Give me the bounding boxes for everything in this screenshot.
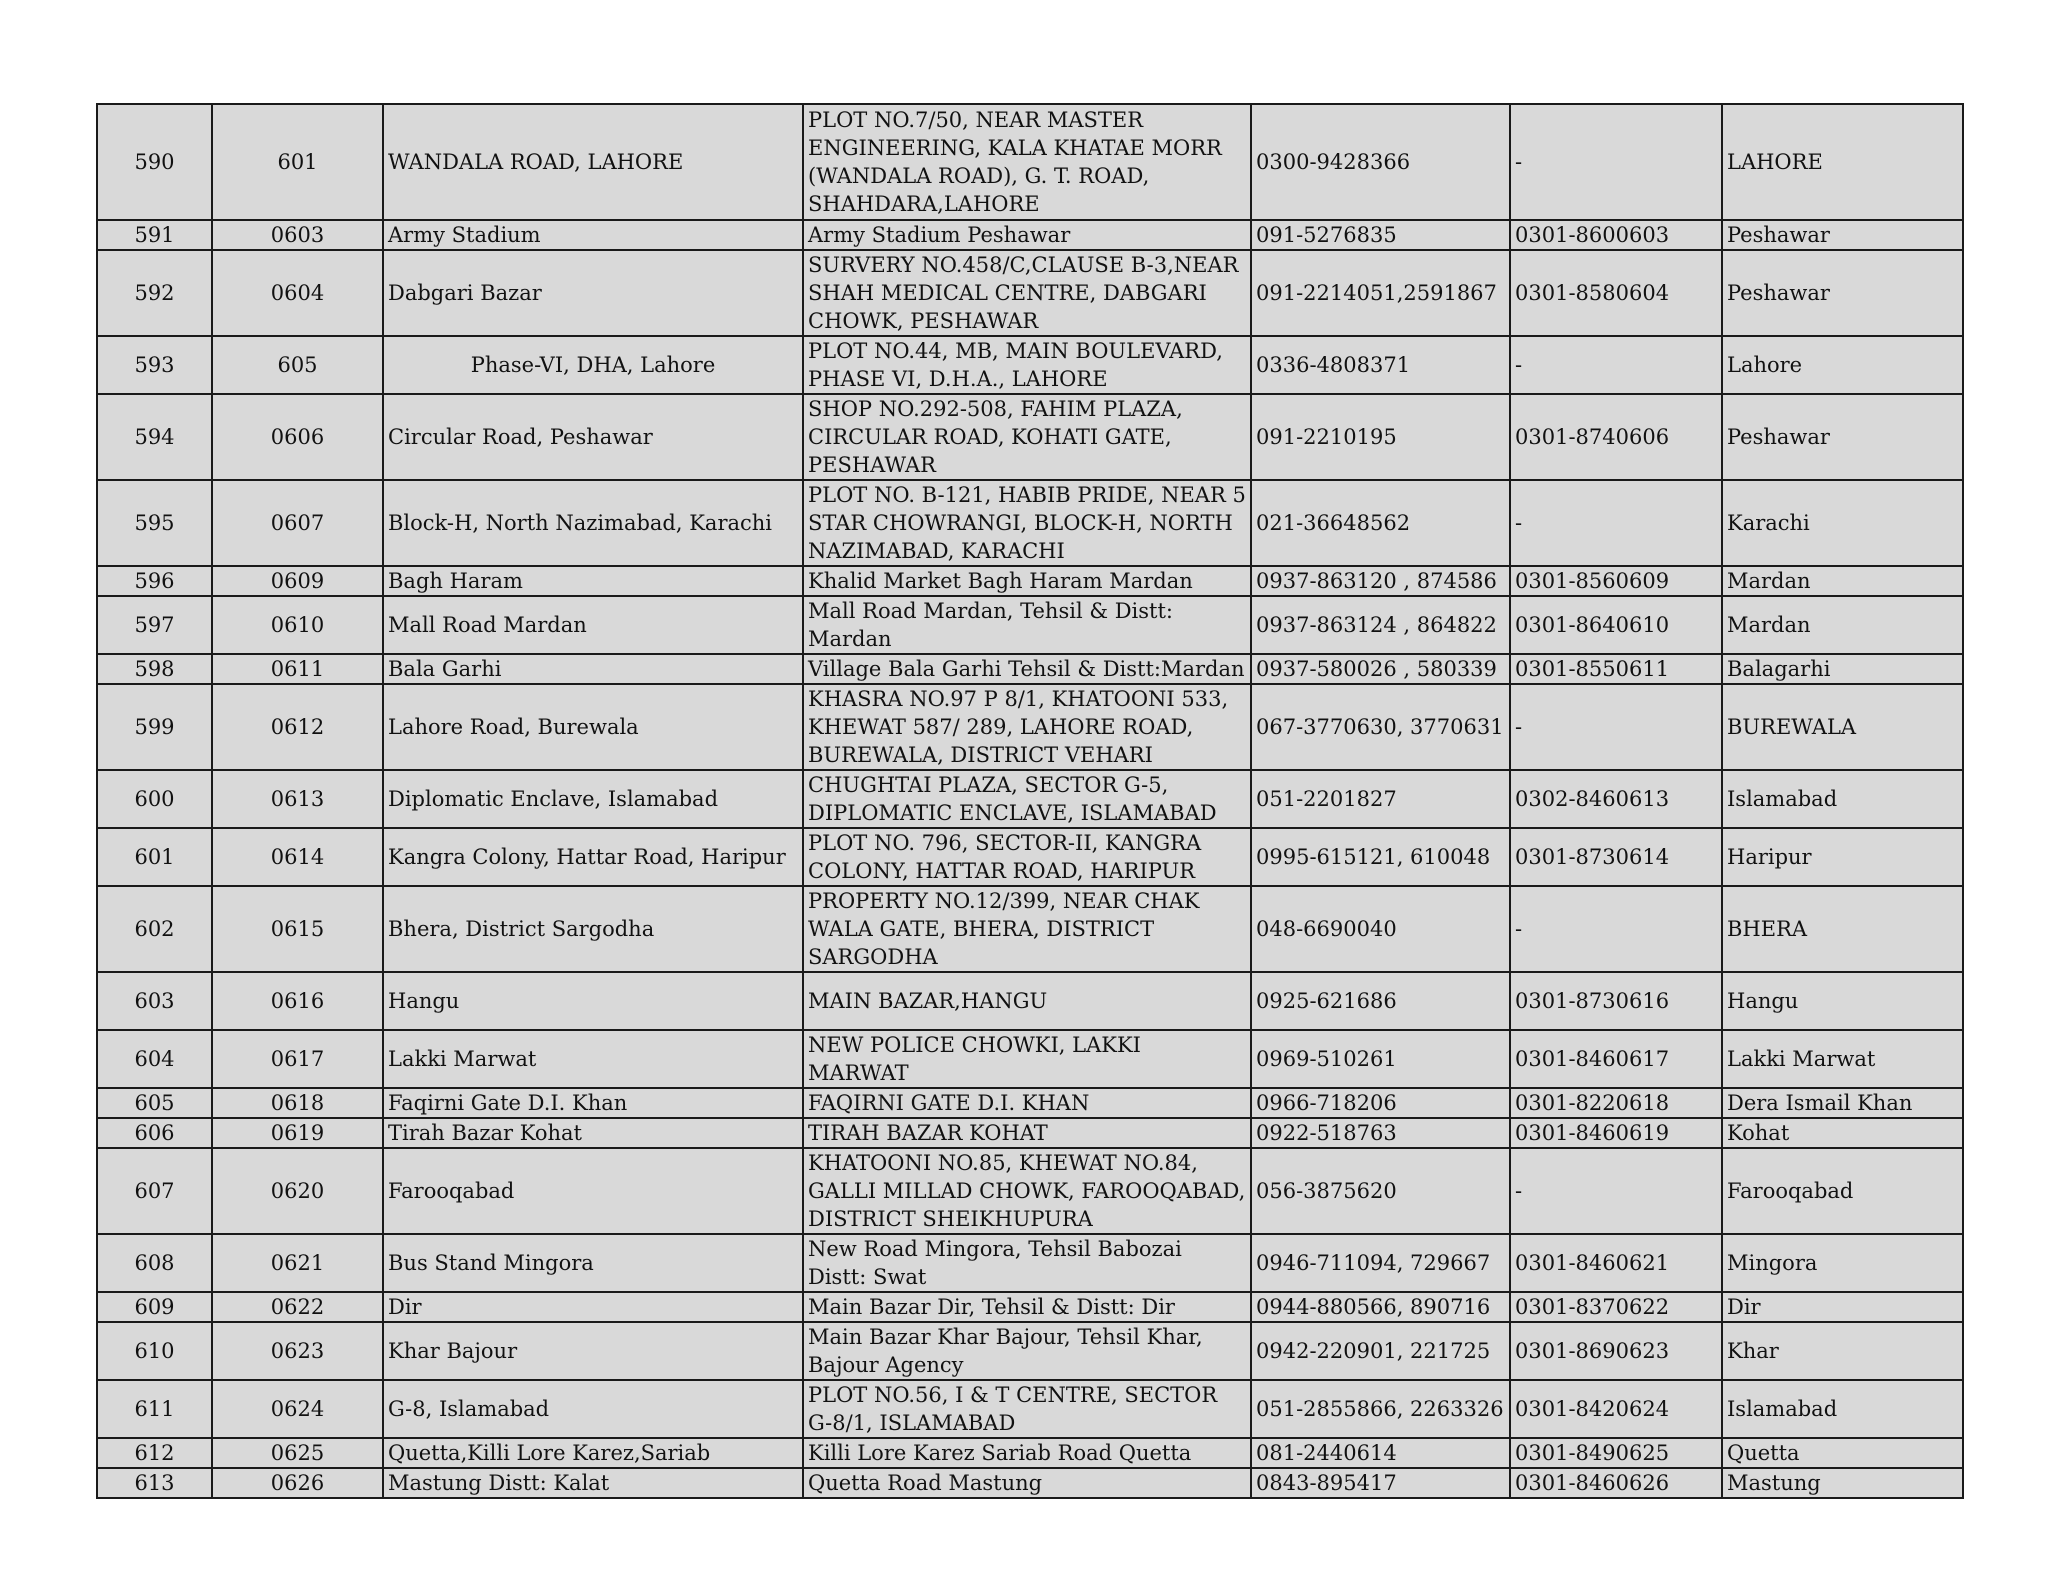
- serial-number-cell: 602: [97, 886, 212, 972]
- serial-number-cell: 591: [97, 220, 212, 250]
- phone-cell: 051-2855866, 2263326: [1251, 1380, 1510, 1438]
- phone-cell: 0966-718206: [1251, 1088, 1510, 1118]
- phone-cell: 0969-510261: [1251, 1030, 1510, 1088]
- serial-number-cell: 597: [97, 596, 212, 654]
- mobile-cell: 0301-8730614: [1510, 828, 1722, 886]
- table-row: [97, 1088, 1963, 1118]
- city-cell: Islamabad: [1722, 1380, 1963, 1438]
- serial-number-cell: 603: [97, 972, 212, 1030]
- branch-code-cell: 0614: [212, 828, 383, 886]
- table-row: [97, 566, 1963, 596]
- branch-code-cell: 0607: [212, 480, 383, 566]
- serial-number-cell: 598: [97, 654, 212, 684]
- mobile-cell: 0301-8640610: [1510, 596, 1722, 654]
- branch-name-cell: Tirah Bazar Kohat: [383, 1118, 803, 1148]
- branch-code-cell: 0618: [212, 1088, 383, 1118]
- branch-name-cell: Khar Bajour: [383, 1322, 803, 1380]
- phone-cell: 056-3875620: [1251, 1148, 1510, 1234]
- branch-code-cell: 601: [212, 104, 383, 220]
- mobile-cell: -: [1510, 336, 1722, 394]
- branch-code-cell: 0609: [212, 566, 383, 596]
- address-cell: PLOT NO.44, MB, MAIN BOULEVARD, PHASE VI, D.H.A., LAHORE: [803, 336, 1251, 394]
- table-row: [97, 1148, 1963, 1234]
- serial-number-cell: 592: [97, 250, 212, 336]
- city-cell: Farooqabad: [1722, 1148, 1963, 1234]
- branch-name-cell: Bala Garhi: [383, 654, 803, 684]
- mobile-cell: -: [1510, 684, 1722, 770]
- branch-name-cell: Army Stadium: [383, 220, 803, 250]
- table-row: [97, 1292, 1963, 1322]
- mobile-cell: 0301-8580604: [1510, 250, 1722, 336]
- branch-name-cell: Circular Road, Peshawar: [383, 394, 803, 480]
- city-cell: Lahore: [1722, 336, 1963, 394]
- table-row: [97, 1322, 1963, 1380]
- city-cell: Islamabad: [1722, 770, 1963, 828]
- branch-code-cell: 0623: [212, 1322, 383, 1380]
- mobile-cell: 0301-8460626: [1510, 1468, 1722, 1498]
- address-cell: SHOP NO.292-508, FAHIM PLAZA, CIRCULAR ROAD, KOHATI GATE, PESHAWAR: [803, 394, 1251, 480]
- table-row: [97, 104, 1963, 220]
- branch-name-cell: Faqirni Gate D.I. Khan: [383, 1088, 803, 1118]
- address-cell: FAQIRNI GATE D.I. KHAN: [803, 1088, 1251, 1118]
- address-cell: Main Bazar Khar Bajour, Tehsil Khar, Bajour Agency: [803, 1322, 1251, 1380]
- city-cell: Dir: [1722, 1292, 1963, 1322]
- address-cell: PLOT NO. B-121, HABIB PRIDE, NEAR 5 STAR CHOWRANGI, BLOCK-H, NORTH NAZIMABAD, KARACHI: [803, 480, 1251, 566]
- serial-number-cell: 605: [97, 1088, 212, 1118]
- serial-number-cell: 596: [97, 566, 212, 596]
- serial-number-cell: 593: [97, 336, 212, 394]
- phone-cell: 0925-621686: [1251, 972, 1510, 1030]
- address-cell: KHATOONI NO.85, KHEWAT NO.84, GALLI MILLAD CHOWK, FAROOQABAD, DISTRICT SHEIKHUPURA: [803, 1148, 1251, 1234]
- branch-code-cell: 0620: [212, 1148, 383, 1234]
- address-cell: CHUGHTAI PLAZA, SECTOR G-5, DIPLOMATIC ENCLAVE, ISLAMABAD: [803, 770, 1251, 828]
- branch-name-cell: Diplomatic Enclave, Islamabad: [383, 770, 803, 828]
- branch-name-cell: Lahore Road, Burewala: [383, 684, 803, 770]
- mobile-cell: 0301-8490625: [1510, 1438, 1722, 1468]
- serial-number-cell: 599: [97, 684, 212, 770]
- mobile-cell: 0301-8600603: [1510, 220, 1722, 250]
- city-cell: Kohat: [1722, 1118, 1963, 1148]
- branch-name-cell: Quetta,Killi Lore Karez,Sariab: [383, 1438, 803, 1468]
- branch-code-cell: 0615: [212, 886, 383, 972]
- serial-number-cell: 612: [97, 1438, 212, 1468]
- address-cell: NEW POLICE CHOWKI, LAKKI MARWAT: [803, 1030, 1251, 1088]
- branch-name-cell: Block-H, North Nazimabad, Karachi: [383, 480, 803, 566]
- city-cell: Karachi: [1722, 480, 1963, 566]
- phone-cell: 0995-615121, 610048: [1251, 828, 1510, 886]
- phone-cell: 067-3770630, 3770631: [1251, 684, 1510, 770]
- branch-code-cell: 0625: [212, 1438, 383, 1468]
- branch-code-cell: 0604: [212, 250, 383, 336]
- table-row: [97, 596, 1963, 654]
- city-cell: BHERA: [1722, 886, 1963, 972]
- phone-cell: 091-2214051,2591867: [1251, 250, 1510, 336]
- city-cell: Mardan: [1722, 566, 1963, 596]
- branch-code-cell: 0612: [212, 684, 383, 770]
- table-row: [97, 1380, 1963, 1438]
- city-cell: Hangu: [1722, 972, 1963, 1030]
- mobile-cell: 0301-8460617: [1510, 1030, 1722, 1088]
- mobile-cell: -: [1510, 480, 1722, 566]
- address-cell: PLOT NO. 796, SECTOR-II, KANGRA COLONY, HATTAR ROAD, HARIPUR: [803, 828, 1251, 886]
- branch-code-cell: 605: [212, 336, 383, 394]
- table-row: [97, 770, 1963, 828]
- address-cell: Mall Road Mardan, Tehsil & Distt: Mardan: [803, 596, 1251, 654]
- branch-name-cell: Lakki Marwat: [383, 1030, 803, 1088]
- address-cell: PLOT NO.7/50, NEAR MASTER ENGINEERING, KALA KHATAE MORR (WANDALA ROAD), G. T. ROAD, SHAHDARA,LAHORE: [803, 104, 1251, 220]
- phone-cell: 0300-9428366: [1251, 104, 1510, 220]
- address-cell: PLOT NO.56, I & T CENTRE, SECTOR G-8/1, ISLAMABAD: [803, 1380, 1251, 1438]
- table-row: [97, 654, 1963, 684]
- branch-code-cell: 0619: [212, 1118, 383, 1148]
- phone-cell: 048-6690040: [1251, 886, 1510, 972]
- branch-name-cell: Phase-VI, DHA, Lahore: [383, 336, 803, 394]
- branch-code-cell: 0624: [212, 1380, 383, 1438]
- serial-number-cell: 590: [97, 104, 212, 220]
- phone-cell: 0336-4808371: [1251, 336, 1510, 394]
- city-cell: Peshawar: [1722, 220, 1963, 250]
- serial-number-cell: 594: [97, 394, 212, 480]
- table-row: [97, 886, 1963, 972]
- city-cell: Quetta: [1722, 1438, 1963, 1468]
- address-cell: Main Bazar Dir, Tehsil & Distt: Dir: [803, 1292, 1251, 1322]
- branch-code-cell: 0626: [212, 1468, 383, 1498]
- branch-code-cell: 0622: [212, 1292, 383, 1322]
- mobile-cell: 0302-8460613: [1510, 770, 1722, 828]
- branch-code-cell: 0611: [212, 654, 383, 684]
- table-row: [97, 1468, 1963, 1498]
- phone-cell: 0937-580026 , 580339: [1251, 654, 1510, 684]
- branch-name-cell: Bus Stand Mingora: [383, 1234, 803, 1292]
- branch-code-cell: 0616: [212, 972, 383, 1030]
- mobile-cell: 0301-8690623: [1510, 1322, 1722, 1380]
- address-cell: Village Bala Garhi Tehsil & Distt:Mardan: [803, 654, 1251, 684]
- branch-code-cell: 0606: [212, 394, 383, 480]
- mobile-cell: -: [1510, 886, 1722, 972]
- table-row: [97, 220, 1963, 250]
- city-cell: LAHORE: [1722, 104, 1963, 220]
- mobile-cell: 0301-8460619: [1510, 1118, 1722, 1148]
- table-row: [97, 394, 1963, 480]
- serial-number-cell: 606: [97, 1118, 212, 1148]
- mobile-cell: 0301-8550611: [1510, 654, 1722, 684]
- branch-name-cell: Hangu: [383, 972, 803, 1030]
- mobile-cell: 0301-8460621: [1510, 1234, 1722, 1292]
- table-row: [97, 684, 1963, 770]
- address-cell: MAIN BAZAR,HANGU: [803, 972, 1251, 1030]
- city-cell: Mingora: [1722, 1234, 1963, 1292]
- branch-name-cell: Farooqabad: [383, 1148, 803, 1234]
- city-cell: Mardan: [1722, 596, 1963, 654]
- branch-name-cell: Bhera, District Sargodha: [383, 886, 803, 972]
- table-row: [97, 1118, 1963, 1148]
- serial-number-cell: 607: [97, 1148, 212, 1234]
- city-cell: Mastung: [1722, 1468, 1963, 1498]
- address-cell: Khalid Market Bagh Haram Mardan: [803, 566, 1251, 596]
- phone-cell: 0944-880566, 890716: [1251, 1292, 1510, 1322]
- branch-name-cell: WANDALA ROAD, LAHORE: [383, 104, 803, 220]
- serial-number-cell: 601: [97, 828, 212, 886]
- mobile-cell: -: [1510, 1148, 1722, 1234]
- mobile-cell: -: [1510, 104, 1722, 220]
- address-cell: TIRAH BAZAR KOHAT: [803, 1118, 1251, 1148]
- mobile-cell: 0301-8740606: [1510, 394, 1722, 480]
- serial-number-cell: 610: [97, 1322, 212, 1380]
- phone-cell: 0942-220901, 221725: [1251, 1322, 1510, 1380]
- address-cell: New Road Mingora, Tehsil Babozai Distt: Swat: [803, 1234, 1251, 1292]
- branch-name-cell: Bagh Haram: [383, 566, 803, 596]
- branch-name-cell: Dabgari Bazar: [383, 250, 803, 336]
- table-row: [97, 1234, 1963, 1292]
- mobile-cell: 0301-8730616: [1510, 972, 1722, 1030]
- phone-cell: 091-5276835: [1251, 220, 1510, 250]
- address-cell: Killi Lore Karez Sariab Road Quetta: [803, 1438, 1251, 1468]
- city-cell: BUREWALA: [1722, 684, 1963, 770]
- city-cell: Peshawar: [1722, 250, 1963, 336]
- branch-name-cell: Dir: [383, 1292, 803, 1322]
- mobile-cell: 0301-8560609: [1510, 566, 1722, 596]
- table-row: [97, 250, 1963, 336]
- serial-number-cell: 600: [97, 770, 212, 828]
- phone-cell: 0946-711094, 729667: [1251, 1234, 1510, 1292]
- serial-number-cell: 609: [97, 1292, 212, 1322]
- branch-code-cell: 0617: [212, 1030, 383, 1088]
- table-row: [97, 828, 1963, 886]
- mobile-cell: 0301-8370622: [1510, 1292, 1722, 1322]
- serial-number-cell: 611: [97, 1380, 212, 1438]
- address-cell: Quetta Road Mastung: [803, 1468, 1251, 1498]
- serial-number-cell: 595: [97, 480, 212, 566]
- city-cell: Haripur: [1722, 828, 1963, 886]
- branch-name-cell: G-8, Islamabad: [383, 1380, 803, 1438]
- phone-cell: 0843-895417: [1251, 1468, 1510, 1498]
- city-cell: Khar: [1722, 1322, 1963, 1380]
- branch-code-cell: 0621: [212, 1234, 383, 1292]
- branch-name-cell: Mall Road Mardan: [383, 596, 803, 654]
- phone-cell: 0922-518763: [1251, 1118, 1510, 1148]
- table-row: [97, 336, 1963, 394]
- table-row: [97, 1438, 1963, 1468]
- phone-cell: 081-2440614: [1251, 1438, 1510, 1468]
- phone-cell: 091-2210195: [1251, 394, 1510, 480]
- table-row: [97, 480, 1963, 566]
- phone-cell: 021-36648562: [1251, 480, 1510, 566]
- serial-number-cell: 608: [97, 1234, 212, 1292]
- address-cell: Army Stadium Peshawar: [803, 220, 1251, 250]
- address-cell: PROPERTY NO.12/399, NEAR CHAK WALA GATE, BHERA, DISTRICT SARGODHA: [803, 886, 1251, 972]
- branch-name-cell: Mastung Distt: Kalat: [383, 1468, 803, 1498]
- serial-number-cell: 613: [97, 1468, 212, 1498]
- city-cell: Dera Ismail Khan: [1722, 1088, 1963, 1118]
- branch-code-cell: 0603: [212, 220, 383, 250]
- address-cell: SURVERY NO.458/C,CLAUSE B-3,NEAR SHAH MEDICAL CENTRE, DABGARI CHOWK, PESHAWAR: [803, 250, 1251, 336]
- branch-table: [96, 103, 1964, 1499]
- branch-code-cell: 0610: [212, 596, 383, 654]
- serial-number-cell: 604: [97, 1030, 212, 1088]
- city-cell: Peshawar: [1722, 394, 1963, 480]
- city-cell: Balagarhi: [1722, 654, 1963, 684]
- table-row: [97, 1030, 1963, 1088]
- phone-cell: 0937-863120 , 874586: [1251, 566, 1510, 596]
- phone-cell: 0937-863124 , 864822: [1251, 596, 1510, 654]
- phone-cell: 051-2201827: [1251, 770, 1510, 828]
- address-cell: KHASRA NO.97 P 8/1, KHATOONI 533, KHEWAT 587/ 289, LAHORE ROAD, BUREWALA, DISTRICT VEHARI: [803, 684, 1251, 770]
- city-cell: Lakki Marwat: [1722, 1030, 1963, 1088]
- table-row: [97, 972, 1963, 1030]
- branch-name-cell: Kangra Colony, Hattar Road, Haripur: [383, 828, 803, 886]
- branch-table-body: [97, 104, 1963, 1498]
- mobile-cell: 0301-8420624: [1510, 1380, 1722, 1438]
- branch-code-cell: 0613: [212, 770, 383, 828]
- mobile-cell: 0301-8220618: [1510, 1088, 1722, 1118]
